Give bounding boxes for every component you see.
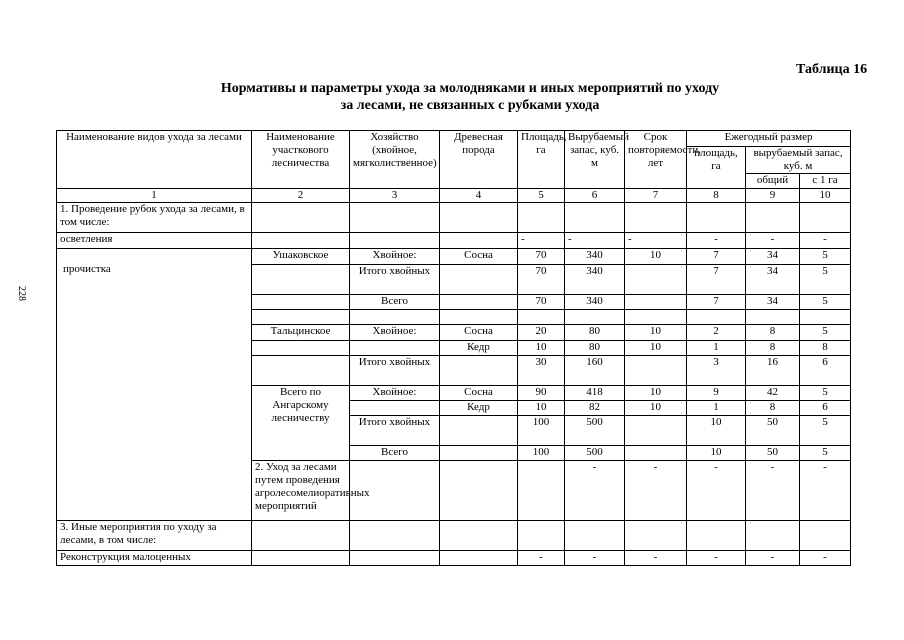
column-number: 9 <box>746 189 800 203</box>
economy-type: Хвойное: <box>350 249 440 265</box>
cell: 34 <box>746 265 800 295</box>
cell: 1 <box>687 401 746 416</box>
economy-type: Хвойное: <box>350 386 440 401</box>
cell: 7 <box>687 265 746 295</box>
cell: 1 <box>687 341 746 356</box>
cell: 7 <box>687 295 746 310</box>
column-number: 8 <box>687 189 746 203</box>
cell: 340 <box>565 295 625 310</box>
header-area: Площадь, га <box>518 131 565 189</box>
cell: 160 <box>565 356 625 386</box>
species-name: Кедр <box>440 401 518 416</box>
cell: - <box>746 233 800 249</box>
row-name: Реконструкция малоценных <box>57 551 252 566</box>
table-title <box>150 80 790 114</box>
cell: 20 <box>518 325 565 341</box>
cell: 8 <box>746 325 800 341</box>
cell: 5 <box>800 325 851 341</box>
header-stock: Вырубаемый запас, куб. м <box>565 131 625 189</box>
column-number: 3 <box>350 189 440 203</box>
header-work-type: Наименование видов ухода за лесами <box>57 131 252 189</box>
header-annual-stock: вырубаемый запас, куб. м <box>746 147 851 174</box>
cell: 42 <box>746 386 800 401</box>
header-annual-area: площадь, га <box>687 147 746 189</box>
table-row <box>57 233 851 249</box>
economy-type: Хвойное: <box>350 325 440 341</box>
cell: 10 <box>625 341 687 356</box>
cell: 3 <box>687 356 746 386</box>
cell: 10 <box>625 386 687 401</box>
cell: 7 <box>687 249 746 265</box>
cell: - <box>565 551 625 566</box>
title-line-2: за лесами, не связанных с рубками ухода <box>340 98 600 113</box>
row-name: 1. Проведение рубок ухода за лесами, в том числе: <box>57 203 252 233</box>
table-row <box>57 551 851 566</box>
cell: 34 <box>746 295 800 310</box>
cell: - <box>625 551 687 566</box>
cell: 80 <box>565 325 625 341</box>
table-label: Таблица 16 <box>796 62 868 77</box>
cell: - <box>746 551 800 566</box>
cell: 10 <box>518 341 565 356</box>
cell: 340 <box>565 249 625 265</box>
cell: 5 <box>800 295 851 310</box>
cell: - <box>518 233 565 249</box>
row-name: 3. Иные мероприятия по уходу за лесами, в том числе: <box>57 521 252 551</box>
cell: 5 <box>800 249 851 265</box>
cell: - <box>625 461 687 521</box>
cell: 5 <box>800 265 851 295</box>
cell: 34 <box>746 249 800 265</box>
cell: 10 <box>518 401 565 416</box>
cell: 50 <box>746 416 800 446</box>
cell: 5 <box>800 416 851 446</box>
cell: - <box>625 233 687 249</box>
cell: 50 <box>746 446 800 461</box>
cell: 10 <box>625 401 687 416</box>
cell: - <box>687 233 746 249</box>
cell: - <box>800 233 851 249</box>
cell: 100 <box>518 416 565 446</box>
header-annual: Ежегодный размер <box>687 131 851 147</box>
table-row <box>57 203 851 233</box>
forestry-name: Ушаковское <box>252 249 350 265</box>
cell: 8 <box>746 341 800 356</box>
table-row <box>57 521 851 551</box>
cell: 5 <box>800 386 851 401</box>
forestry-name: Всего по Ангарскому лесничеству <box>252 386 350 461</box>
cell: 8 <box>800 341 851 356</box>
cell: 90 <box>518 386 565 401</box>
cell: 100 <box>518 446 565 461</box>
cell: 80 <box>565 341 625 356</box>
row-name: прочистка <box>57 249 252 521</box>
row-name: осветления <box>57 233 252 249</box>
cell: - <box>518 551 565 566</box>
table-row <box>57 249 851 265</box>
economy-type: Итого хвойных <box>350 416 440 446</box>
column-number: 2 <box>252 189 350 203</box>
header-period: Срок повторяемости, лет <box>625 131 687 189</box>
economy-type: Итого хвойных <box>350 356 440 386</box>
cell: 6 <box>800 401 851 416</box>
title-line-1: Нормативы и параметры ухода за молодняками и иных мероприятий по уходу <box>220 81 720 96</box>
economy-type: Всего <box>350 446 440 461</box>
cell: 500 <box>565 416 625 446</box>
species-name: Сосна <box>440 325 518 341</box>
cell: 2 <box>687 325 746 341</box>
economy-type: Итого хвойных <box>350 265 440 295</box>
column-number: 6 <box>565 189 625 203</box>
cell: 10 <box>687 446 746 461</box>
cell: 9 <box>687 386 746 401</box>
cell: 10 <box>625 249 687 265</box>
cell: 500 <box>565 446 625 461</box>
column-number: 1 <box>57 189 252 203</box>
cell: - <box>800 551 851 566</box>
page-number: 228 <box>16 286 27 301</box>
cell: 16 <box>746 356 800 386</box>
cell: - <box>565 461 625 521</box>
cell: 340 <box>565 265 625 295</box>
cell: 5 <box>800 446 851 461</box>
cell: - <box>800 461 851 521</box>
column-number: 7 <box>625 189 687 203</box>
cell: 70 <box>518 249 565 265</box>
column-number: 5 <box>518 189 565 203</box>
header-forestry: Наименование участкового лесничества <box>252 131 350 189</box>
cell: 70 <box>518 295 565 310</box>
cell: 30 <box>518 356 565 386</box>
header-total: общий <box>746 174 800 189</box>
species-name: Сосна <box>440 386 518 401</box>
forestry-name: Тальцинское <box>252 325 350 341</box>
header-species: Древесная порода <box>440 131 518 189</box>
row-name: 2. Уход за лесами путем проведения агролесомелиоративных мероприятий <box>252 461 350 521</box>
norms-table <box>56 130 851 566</box>
cell: - <box>746 461 800 521</box>
cell: - <box>687 551 746 566</box>
cell: - <box>565 233 625 249</box>
species-name: Кедр <box>440 341 518 356</box>
column-number: 4 <box>440 189 518 203</box>
species-name: Сосна <box>440 249 518 265</box>
cell: 10 <box>625 325 687 341</box>
header-economy: Хозяйство (хвойное, мягколиственное) <box>350 131 440 189</box>
cell: 418 <box>565 386 625 401</box>
cell: 70 <box>518 265 565 295</box>
cell: 8 <box>746 401 800 416</box>
economy-type: Всего <box>350 295 440 310</box>
cell: 10 <box>687 416 746 446</box>
header-per-ha: с 1 га <box>800 174 851 189</box>
cell: - <box>687 461 746 521</box>
cell: 6 <box>800 356 851 386</box>
column-number: 10 <box>800 189 851 203</box>
cell: 82 <box>565 401 625 416</box>
